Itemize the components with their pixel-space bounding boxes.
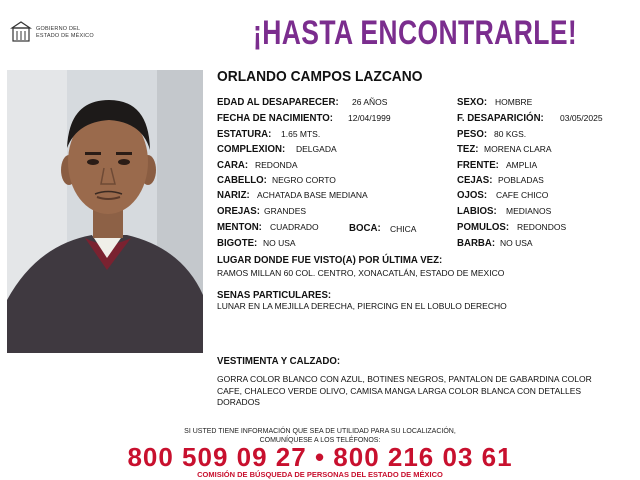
marks-value: LUNAR EN LA MEJILLA DERECHA, PIERCING EN EL LOBULO DERECHO <box>217 301 507 311</box>
field-value: ACHATADA BASE MEDIANA <box>257 190 368 200</box>
field-value: AMPLIA <box>506 160 538 170</box>
government-logo <box>10 20 122 48</box>
field-label: BARBA: <box>457 237 496 249</box>
field-value: 26 AÑOS <box>352 97 388 107</box>
field-value: NEGRO CORTO <box>272 175 336 185</box>
field-label: MENTON: <box>217 221 262 233</box>
field-value: REDONDA <box>255 160 298 170</box>
field-label: BIGOTE: <box>217 237 258 249</box>
person-photo-illustration <box>7 70 203 353</box>
field-value: NO USA <box>500 238 533 248</box>
field-label: TEZ: <box>457 143 479 155</box>
field-value: NO USA <box>263 238 296 248</box>
logo-line-1: GOBIERNO DEL <box>36 26 81 32</box>
field-label: PESO: <box>457 128 488 140</box>
clothing-value: GORRA COLOR BLANCO CON AZUL, BOTINES NEGROS, PANTALON DE GABARDINA COLOR CAFE, CHALECO VERDE OLIVO, CAMISA MANGA LARGA COLOR BLANCA CON DETALLES DORADOS <box>217 374 592 407</box>
field-label: CEJAS: <box>457 174 493 186</box>
state-seal-icon <box>10 20 32 44</box>
field-value: GRANDES <box>264 206 307 216</box>
field-label: COMPLEXION: <box>217 143 286 155</box>
field-value: CAFE CHICO <box>496 190 549 200</box>
field-label: OJOS: <box>457 189 488 201</box>
last-seen-label: LUGAR DONDE FUE VISTO(A) POR ÚLTIMA VEZ: <box>217 254 443 266</box>
field-label: FECHA DE NACIMIENTO: <box>217 112 333 124</box>
field-label: EDAD AL DESAPARECER: <box>217 96 339 108</box>
field-value: POBLADAS <box>498 175 544 185</box>
person-photo <box>7 70 203 353</box>
field-label: POMULOS: <box>457 221 510 233</box>
field-value: MORENA CLARA <box>484 144 552 154</box>
headline: ¡HASTA ENCONTRARLE! <box>253 14 578 52</box>
field-label: CABELLO: <box>217 174 267 186</box>
field-label: F. DESAPARICIÓN: <box>457 112 544 124</box>
field-value: 12/04/1999 <box>348 113 391 123</box>
field-value: REDONDOS <box>517 222 567 232</box>
field-label: ESTATURA: <box>217 128 272 140</box>
field-value: DELGADA <box>296 144 337 154</box>
field-value: 1.65 MTS. <box>281 129 321 139</box>
commission-name: COMISIÓN DE BÚSQUEDA DE PERSONAS DEL ESTADO DE MÉXICO <box>197 470 443 479</box>
field-value: 80 KGS. <box>494 129 527 139</box>
person-name: ORLANDO CAMPOS LAZCANO <box>217 68 423 85</box>
field-value: MEDIANOS <box>506 206 552 216</box>
field-value-boca: CHICA <box>390 224 417 234</box>
field-value: CUADRADO <box>270 222 319 232</box>
field-label: FRENTE: <box>457 159 499 171</box>
field-label-boca: BOCA: <box>349 222 381 234</box>
field-label: LABIOS: <box>457 205 497 217</box>
field-value: 03/05/2025 <box>560 113 603 123</box>
last-seen-value: RAMOS MILLAN 60 COL. CENTRO, XONACATLÁN, ESTADO DE MEXICO <box>217 268 505 278</box>
field-label: SEXO: <box>457 96 488 108</box>
contact-note-line-1: SI USTED TIENE INFORMACIÓN QUE SEA DE UTILIDAD PARA SU LOCALIZACIÓN, <box>184 428 456 435</box>
phone-numbers: 800 509 09 27 • 800 216 03 61 <box>127 442 513 472</box>
logo-line-2: ESTADO DE MÉXICO <box>36 33 94 39</box>
field-label: CARA: <box>217 159 249 171</box>
field-label: OREJAS: <box>217 205 260 217</box>
marks-label: SENAS PARTICULARES: <box>217 289 332 301</box>
field-value: HOMBRE <box>495 97 533 107</box>
contact-note-line-2: COMUNÍQUESE A LOS TELÉFONOS: <box>259 437 381 444</box>
field-label: NARIZ: <box>217 189 250 201</box>
clothing-label: VESTIMENTA Y CALZADO: <box>217 355 341 367</box>
